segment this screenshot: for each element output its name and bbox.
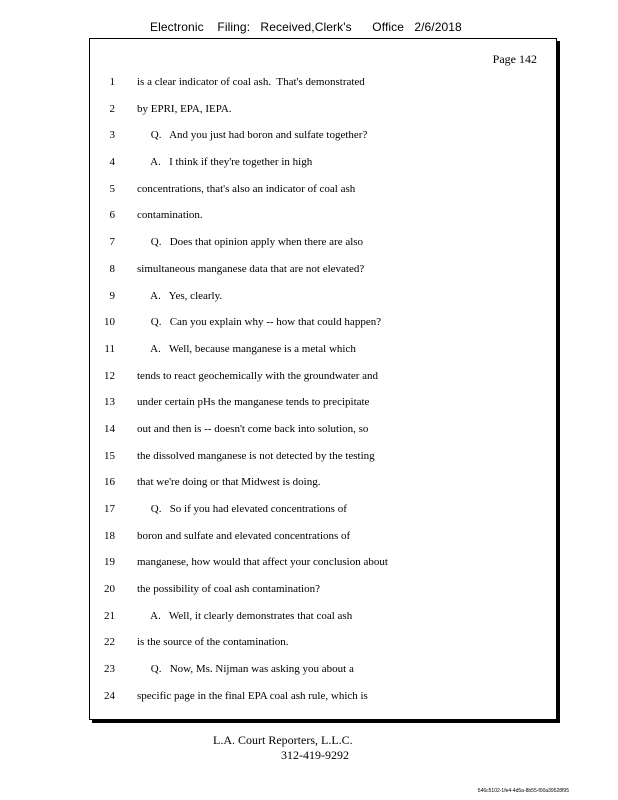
line-text: A. Well, it clearly demonstrates that coal ash bbox=[137, 609, 353, 622]
transcript-line bbox=[90, 633, 556, 660]
line-text: simultaneous manganese data that are not elevated? bbox=[137, 262, 365, 275]
line-text: Q. So if you had elevated concentrations of bbox=[137, 503, 347, 515]
line-text: contamination. bbox=[137, 209, 203, 222]
transcript-line bbox=[90, 367, 556, 394]
line-text: concentrations, that's also an indicator of coal ash bbox=[137, 182, 356, 195]
transcript-line bbox=[90, 500, 556, 527]
line-text: by EPRI, EPA, IEPA. bbox=[137, 102, 232, 115]
line-number: 2 bbox=[109, 102, 115, 115]
transcript-line bbox=[90, 420, 556, 447]
filing-stamp: Electronic Filing: Received,Clerk's Office 2/6/2018 bbox=[150, 20, 462, 34]
line-number: 19 bbox=[104, 556, 115, 569]
line-number: 3 bbox=[109, 129, 115, 142]
transcript-line bbox=[90, 447, 556, 474]
transcript-line bbox=[90, 313, 556, 340]
line-text: A. Yes, clearly. bbox=[137, 289, 223, 302]
line-number: 21 bbox=[104, 609, 115, 622]
line-number: 22 bbox=[104, 636, 115, 649]
transcript-line bbox=[90, 180, 556, 207]
transcript-line bbox=[90, 527, 556, 554]
line-text: out and then is -- doesn't come back into solution, so bbox=[137, 422, 369, 435]
line-text: that we're doing or that Midwest is doing. bbox=[137, 476, 321, 489]
line-number: 4 bbox=[109, 156, 115, 169]
transcript-line bbox=[90, 287, 556, 314]
document-id: 546c5102-1fe4-4d5a-8b55-f00a39528f95 bbox=[477, 788, 569, 794]
line-text: Q. Now, Ms. Nijman was asking you about a bbox=[137, 663, 354, 676]
line-number: 10 bbox=[104, 316, 115, 329]
line-text: specific page in the final EPA coal ash rule, which is bbox=[137, 689, 368, 702]
line-number: 24 bbox=[104, 689, 115, 702]
line-text: manganese, how would that affect your conclusion about bbox=[137, 556, 388, 569]
line-number: 15 bbox=[104, 449, 115, 462]
transcript-line bbox=[90, 687, 556, 714]
line-text: Q. Does that opinion apply when there are also bbox=[137, 236, 364, 249]
transcript-line bbox=[90, 126, 556, 153]
transcript-line bbox=[90, 393, 556, 420]
line-number: 7 bbox=[109, 236, 115, 249]
transcript-line bbox=[90, 607, 556, 634]
line-number: 18 bbox=[104, 529, 115, 542]
line-text: under certain pHs the manganese tends to precipitate bbox=[137, 396, 370, 409]
line-number: 14 bbox=[104, 422, 115, 435]
transcript-line bbox=[90, 660, 556, 687]
line-number: 6 bbox=[109, 209, 115, 222]
transcript-line bbox=[90, 100, 556, 127]
line-text: A. I think if they're together in high bbox=[137, 156, 313, 169]
line-text: is the source of the contamination. bbox=[137, 636, 289, 649]
transcript-line bbox=[90, 233, 556, 260]
line-text: tends to react geochemically with the groundwater and bbox=[137, 369, 378, 382]
line-number: 23 bbox=[104, 663, 115, 676]
line-number: 1 bbox=[109, 76, 115, 88]
transcript-line bbox=[90, 153, 556, 180]
line-number: 16 bbox=[104, 476, 115, 489]
transcript-line bbox=[90, 206, 556, 233]
transcript-line bbox=[90, 580, 556, 607]
reporter-firm: L.A. Court Reporters, L.L.C. bbox=[213, 733, 353, 747]
page-number: Page 142 bbox=[492, 52, 537, 66]
line-number: 11 bbox=[104, 342, 115, 355]
reporter-phone: 312-419-9292 bbox=[281, 748, 349, 762]
transcript-line bbox=[90, 473, 556, 500]
line-text: the dissolved manganese is not detected by the testing bbox=[137, 449, 375, 462]
transcript-line bbox=[90, 340, 556, 367]
line-number: 13 bbox=[104, 396, 115, 409]
line-text: Q. Can you explain why -- how that could happen? bbox=[137, 316, 382, 329]
line-number: 20 bbox=[104, 583, 115, 596]
transcript-page bbox=[89, 38, 557, 720]
transcript-lines bbox=[90, 73, 556, 714]
transcript-line bbox=[90, 260, 556, 287]
line-text: A. Well, because manganese is a metal which bbox=[137, 342, 356, 355]
line-text: boron and sulfate and elevated concentrations of bbox=[137, 529, 351, 542]
line-text: the possibility of coal ash contamination? bbox=[137, 583, 320, 596]
line-number: 5 bbox=[109, 182, 115, 195]
line-text: is a clear indicator of coal ash. That's demonstrated bbox=[137, 76, 365, 88]
line-number: 8 bbox=[109, 262, 115, 275]
line-text: Q. And you just had boron and sulfate together? bbox=[137, 129, 368, 142]
transcript-line bbox=[90, 553, 556, 580]
line-number: 17 bbox=[104, 503, 115, 515]
transcript-line bbox=[90, 73, 556, 100]
line-number: 12 bbox=[104, 369, 115, 382]
line-number: 9 bbox=[109, 289, 115, 302]
